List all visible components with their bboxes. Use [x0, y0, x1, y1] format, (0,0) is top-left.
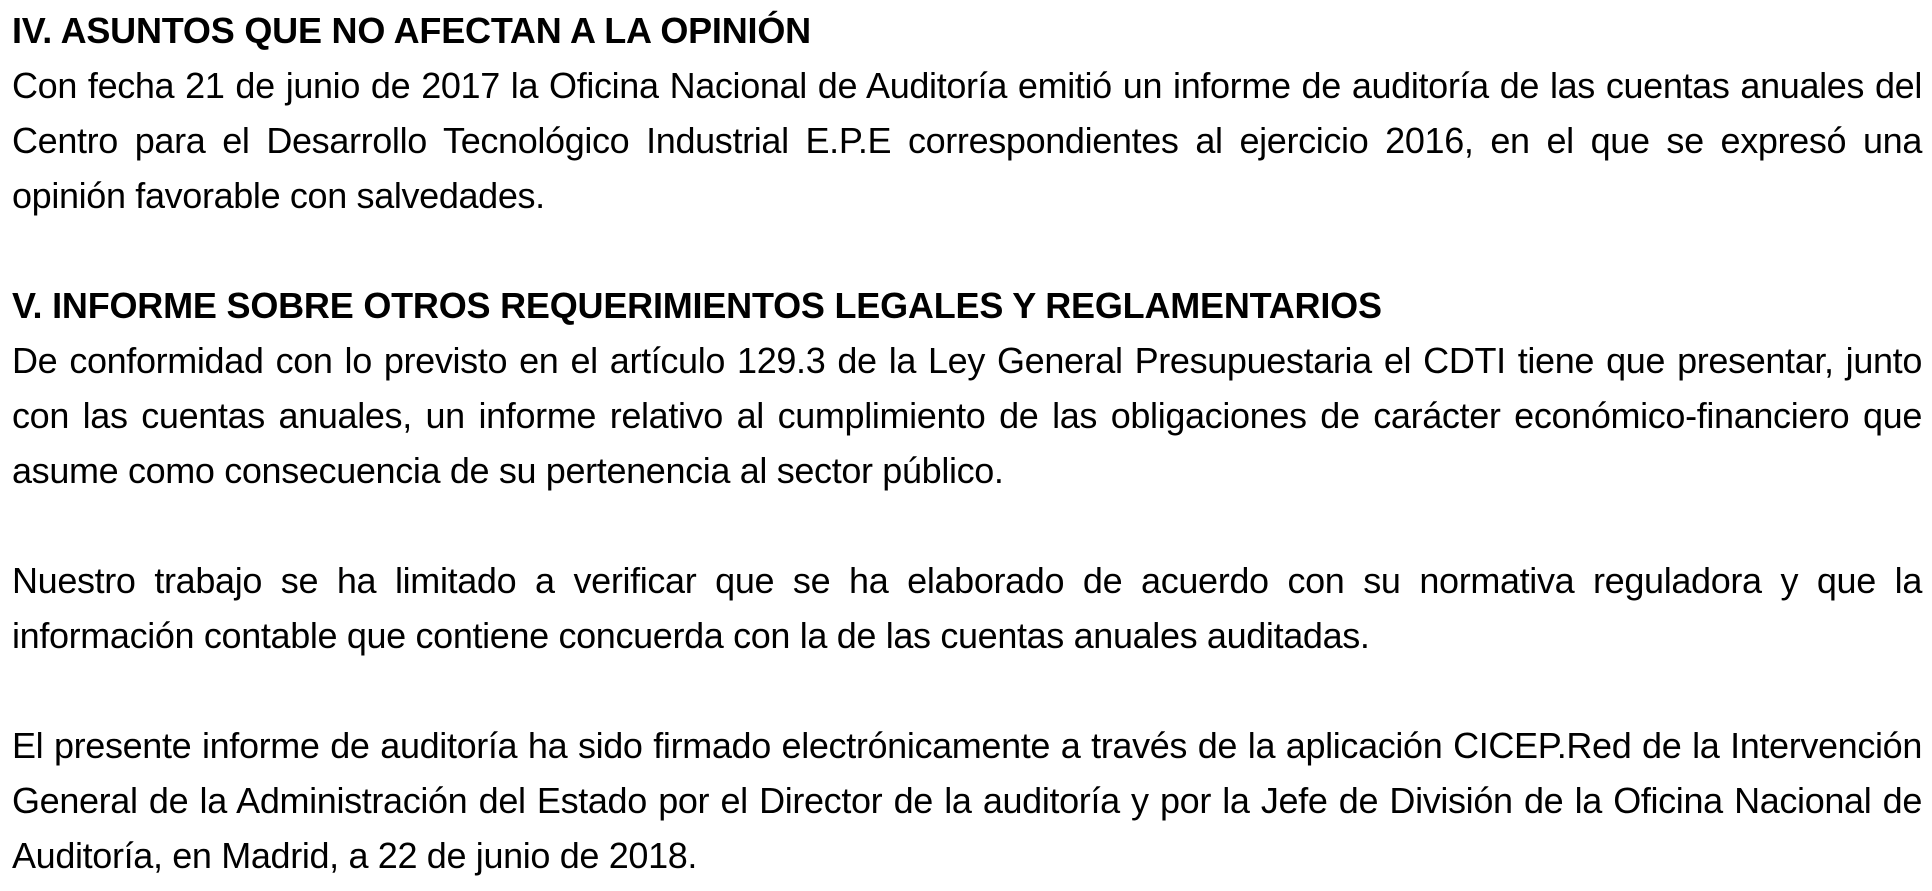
section-heading: V. INFORME SOBRE OTROS REQUERIMIENTOS LEGALES Y REGLAMENTARIOS — [12, 285, 1382, 326]
paragraph: De conformidad con lo previsto en el artículo 129.3 de la Ley General Presupuestaria el CDTI tiene que presentar, junto con las cuentas anuales, un informe relativo al cumplimiento de las obligaciones de carácter económico-financiero que asume como consecuencia de su pertenencia al sector público. — [12, 340, 1922, 491]
section-asuntos-que-no-afectan — [12, 3, 1922, 223]
section-heading: IV. ASUNTOS QUE NO AFECTAN A LA OPINIÓN — [12, 10, 811, 51]
paragraph: Nuestro trabajo se ha limitado a verificar que se ha elaborado de acuerdo con su normativa reguladora y que la información contable que contiene concuerda con la de las cuentas anuales auditadas. — [12, 560, 1922, 656]
document-page — [0, 3, 1932, 891]
paragraph: El presente informe de auditoría ha sido firmado electrónicamente a través de la aplicación CICEP.Red de la Intervención General de la Administración del Estado por el Director de la auditoría y por la Jefe de División de la Oficina Nacional de Auditoría, en Madrid, a 22 de junio de 2018. — [12, 725, 1922, 876]
paragraph: Con fecha 21 de junio de 2017 la Oficina Nacional de Auditoría emitió un informe de auditoría de las cuentas anuales del Centro para el Desarrollo Tecnológico Industrial E.P.E correspondientes al ejercicio 2016, en el que se expresó una opinión favorable con salvedades. — [12, 65, 1922, 216]
section-otros-requerimientos — [12, 278, 1922, 883]
